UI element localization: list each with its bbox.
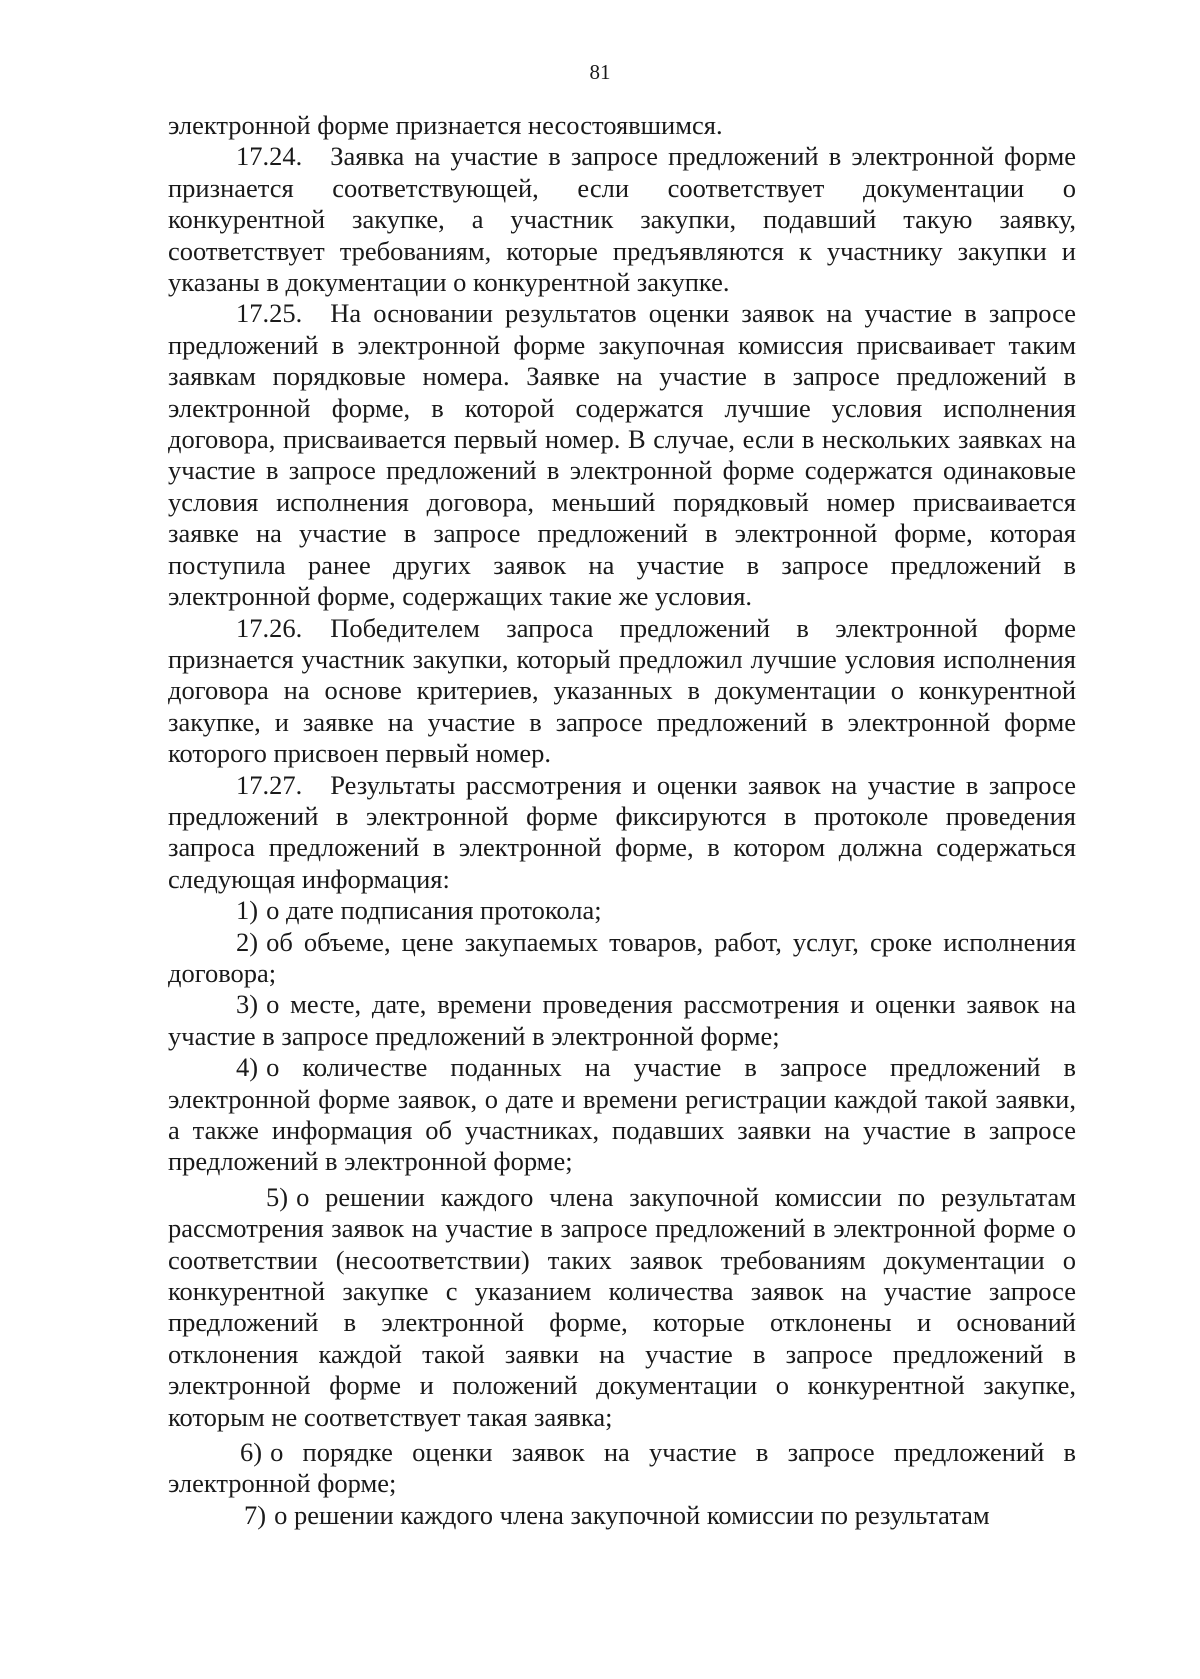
list-item-text: о количестве поданных на участие в запросе предложений в электронной форме заявок, о дате и времени регистрации каждой такой заявки, а также информация об участниках, подавших заявки на участие в запросе предложений в электронной форме; [168, 1052, 1076, 1177]
document-body [168, 110, 1076, 1531]
list-item-text: о дате подписания протокола; [266, 895, 602, 926]
clause-text: Результаты рассмотрения и оценки заявок на участие в запросе предложений в электронной форме фиксируются в протоколе проведения запроса предложений в электронной форме, в котором должна содержаться следующая информация: [168, 769, 1076, 894]
clause-17-27 [168, 770, 1076, 896]
list-item-marker: 4) [236, 1052, 259, 1083]
list-item-marker: 2) [236, 926, 259, 957]
list-item-2 [168, 927, 1076, 990]
list-item-1 [168, 895, 1076, 926]
list-item-text: о решении каждого члена закупочной комиссии по результатам рассмотрения заявок на участие в запросе предложений в электронной форме о соответствии (несоответствии) таких заявок требованиям документации о конкурентной закупке с указанием количества заявок на участие запросе предложений в электронной форме, которые отклонены и оснований отклонения каждой такой заявки на участие в запросе предложений в электронной форме и положений документации о конкурентной закупке, которым не соответствует такая заявка; [168, 1181, 1076, 1432]
list-item-text: о решении каждого члена закупочной комиссии по результатам [274, 1499, 990, 1530]
list-item-7 [168, 1500, 1076, 1531]
list-item-5 [168, 1182, 1076, 1433]
list-item-4 [168, 1052, 1076, 1178]
list-item-3 [168, 989, 1076, 1052]
clause-text: Победителем запроса предложений в электронной форме признается участник закупки, который предложил лучшие условия исполнения договора на основе критериев, указанных в документации о конкурентной закупке, и заявке на участие в запросе предложений в электронной форме которого присвоен первый номер. [168, 612, 1076, 769]
clause-text: На основании результатов оценки заявок на участие в запросе предложений в электронной форме закупочная комиссия присваивает таким заявкам порядковые номера. Заявке на участие в запросе предложений в электронной форме, в которой содержатся лучшие условия исполнения договора, присваивается первый номер. В случае, если в нескольких заявках на участие в запросе предложений в электронной форме содержатся одинаковые условия исполнения договора, меньший порядковый номер присваивается заявке на участие в запросе предложений в электронной форме, которая поступила ранее других заявок на участие в запросе предложений в электронной форме, содержащих такие же условия. [168, 298, 1076, 612]
clause-number: 17.24. [236, 141, 303, 172]
list-item-text: о месте, дате, времени проведения рассмотрения и оценки заявок на участие в запросе предложений в электронной форме; [168, 989, 1076, 1051]
clause-number: 17.25. [236, 298, 303, 329]
clause-17-25 [168, 298, 1076, 612]
list-item-marker: 6) [240, 1437, 263, 1468]
list-item-marker: 7) [244, 1499, 267, 1530]
clause-17-24 [168, 141, 1076, 298]
list-item-marker: 5) [266, 1181, 289, 1212]
list-item-marker: 1) [236, 895, 259, 926]
clause-number: 17.27. [236, 769, 303, 800]
page-number: 81 [589, 60, 611, 84]
list-item-marker: 3) [236, 989, 259, 1020]
clause-text: Заявка на участие в запросе предложений в электронной форме признается соответствующей, если соответствует документации о конкурентной закупке, а участник закупки, подавший такую заявку, соответствует требованиям, которые предъявляются к участнику закупки и указаны в документации о конкурентной закупке. [168, 141, 1076, 298]
continuation-paragraph: электронной форме признается несостоявшимся. [168, 110, 723, 140]
list-item-text: об объеме, цене закупаемых товаров, работ, услуг, сроке исполнения договора; [168, 926, 1076, 988]
list-item-text: о порядке оценки заявок на участие в запросе предложений в электронной форме; [168, 1437, 1076, 1499]
list-item-6 [168, 1437, 1076, 1500]
clause-17-26 [168, 613, 1076, 770]
clause-number: 17.26. [236, 612, 303, 643]
